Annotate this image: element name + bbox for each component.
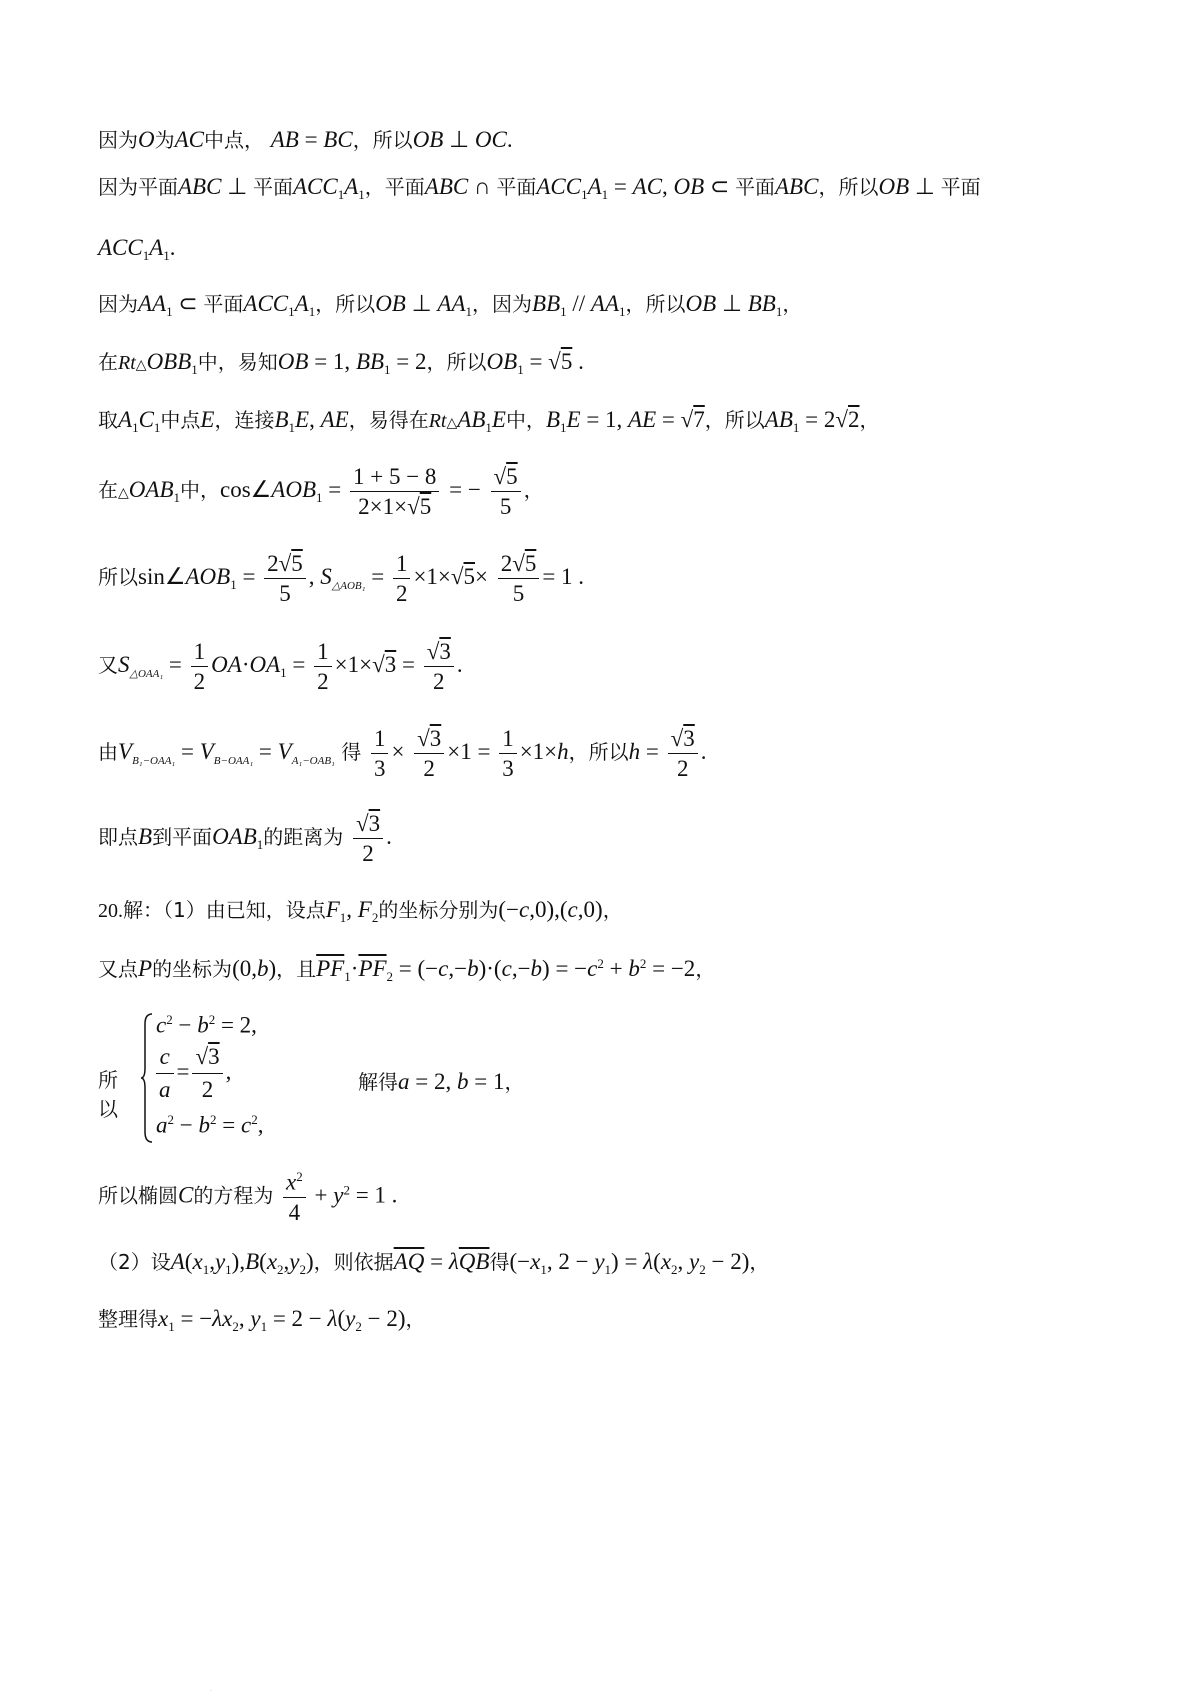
text-line-5: 在$Rt\triangle OBB_1$中，易知OB = 1, $BB_1 = 2$，所以$OB_1 = √5$ . [98, 349, 584, 378]
text-line-12: 20.解：（1）由已知，设点$F_1$, $F_2$的坐标分别为(−c,0),(c,0)， [98, 897, 623, 926]
text-line-17: 整理得$x_1 = -\lambda x_2$, $y_1 = 2 - \lambda(y_2 - 2)$， [98, 1306, 426, 1335]
text-line-1: 因为O为AC中点， AB = BC，所以OB ⊥ OC. [98, 127, 513, 152]
text-line-13: 又点P的坐标为(0,b)，且$\overline{PF}_1\cdot\overline{PF}_2 = (-c,-b)\cdot(c,-b) = -c^2 + b^2 = -2$， [98, 956, 716, 985]
text-line-3: $ACC_1A_1$. [98, 235, 176, 264]
text-line-11: 即点B到平面$OAB_1$的距离为 $\frac{√3}{2}$ . [98, 811, 392, 866]
left-brace-icon [140, 1012, 154, 1144]
text-line-7: 在$\triangle OAB_1$中，$\cos\angle AOB_1$ = $\frac{1 + 5 - 8}{2\times 1\times√5}$ = − $\frac{√5}{5}$ ， [98, 464, 544, 519]
text-line-4: 因为$AA_1$ ⊂ 平面$ACC_1A_1$，所以OB ⊥ $AA_1$，因为$BB_1 // AA_1$，所以OB ⊥ $BB_1$， [98, 291, 803, 320]
text-line-9: 又$S_{\triangle OAA_1}$ = $\frac{1}{2}$ $OA\cdot OA_1$ = $\frac{1}{2}$ ×1×√3 = $\frac{√3}{2}$ . [98, 639, 463, 694]
page-mark: · [210, 1688, 212, 1695]
text-line-6: 取$A_1C_1$中点E，连接$B_1E$, AE，易得在$Rt\triangle AB_1E$中，$B_1E = 1$, AE = √7，所以$AB_1 = 2√2$， [98, 407, 880, 436]
text-line-2: 因为平面ABC ⊥ 平面$ACC_1A_1$，平面ABC ∩ 平面$ACC_1A_1$ = AC, OB ⊂ 平面ABC，所以OB ⊥ 平面 [98, 174, 981, 203]
text-line-8: 所以$\sin\angle AOB_1$ = $\frac{2√5}{5}$ , $S_{\triangle AOB_1}$ = $\frac{1}{2}$ ×1×√5× $\frac{2√5}{5}$ = 1 . [98, 551, 585, 606]
text-line-10: 由$V_{B_1-OAA_1} = V_{B-OAA_1} = V_{A_1-OAB_1}$ 得 $\frac{1}{3}$ × $\frac{√3}{2}$ ×1 = $\frac{1}{3}$ ×1×h，所以h = $\frac{√3}{2}$ . [98, 726, 707, 781]
text-line-15: 所以椭圆C的方程为 $\frac{x^2}{4}$ + $y^2 = 1$ . [98, 1169, 398, 1225]
text-line-16: （2）设$A(x_1,y_1),B(x_2,y_2)$，则依据$\overline{AQ} = \lambda\overline{QB}$得($-x_1$, $2 - y_1) = \lambda(x_2$, $y_2 - 2$)， [98, 1249, 770, 1278]
